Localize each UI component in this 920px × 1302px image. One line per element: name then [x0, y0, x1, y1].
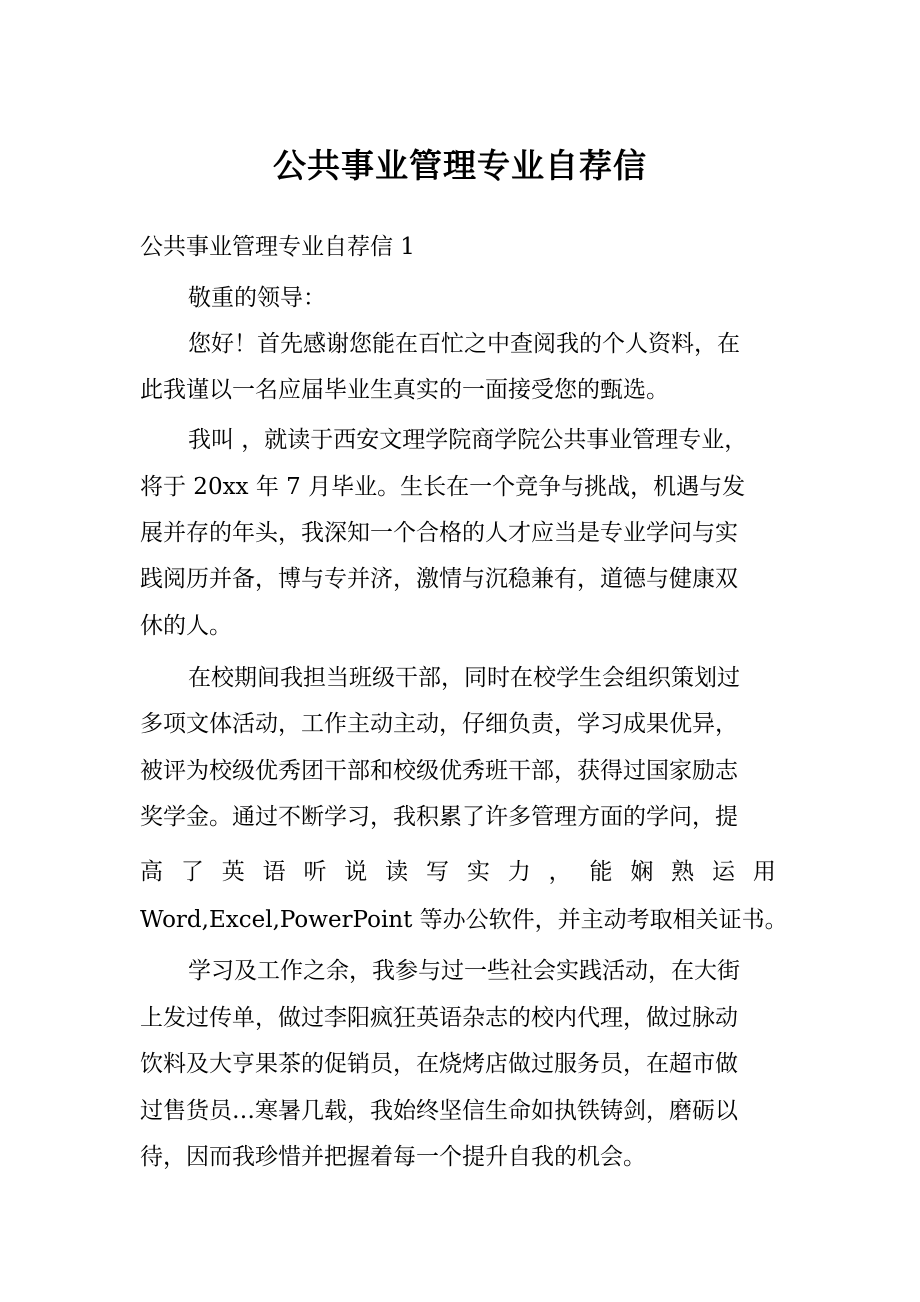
paragraph-line: 将于 20xx 年 7 月毕业。生长在一个竞争与挑战，机遇与发	[140, 474, 746, 500]
salutation-line: 敬重的领导：	[188, 285, 326, 311]
justified-char: 读	[385, 859, 409, 885]
justified-char: 听	[303, 859, 327, 885]
justified-char: 高	[140, 859, 163, 885]
paragraph-line: 上发过传单，做过李阳疯狂英语杂志的校内代理，做过脉动	[140, 1005, 738, 1031]
justified-char: 语	[262, 859, 286, 885]
justified-char: 实	[466, 859, 490, 885]
paragraph-line: 过售货员…寒暑几载，我始终坚信生命如执铁铸剑，磨砺以	[140, 1098, 738, 1124]
justified-char: 了	[180, 859, 204, 885]
paragraph-line: 展并存的年头，我深知一个合格的人才应当是专业学问与实	[140, 520, 738, 546]
paragraph-line: 被评为校级优秀团干部和校级优秀班干部，获得过国家励志	[140, 758, 738, 784]
justified-char: 用	[752, 859, 776, 885]
paragraph-line: 您好！首先感谢您能在百忙之中查阅我的个人资料，在	[188, 331, 740, 357]
justified-char: 说	[344, 859, 368, 885]
paragraph-line: 在校期间我担当班级干部，同时在校学生会组织策划过	[188, 665, 740, 691]
paragraph-line: 奖学金。通过不断学习，我积累了许多管理方面的学问，提	[140, 804, 738, 830]
paragraph-line: 多项文体活动，工作主动主动，仔细负责，学习成果优异，	[140, 711, 738, 737]
paragraph-line: 我叫 ，就读于西安文理学院商学院公共事业管理专业，	[188, 427, 748, 453]
document-title: 公共事业管理专业自荐信	[273, 146, 647, 185]
justified-char: ，	[548, 859, 572, 885]
justified-char: 娴	[630, 859, 654, 885]
paragraph-line: 此我谨以一名应届毕业生真实的一面接受您的甄选。	[140, 377, 669, 403]
paragraph-line: Word,Excel,PowerPoint 等办公软件，并主动考取相关证书。	[140, 907, 788, 933]
justified-char: 运	[712, 859, 736, 885]
paragraph-line: 践阅历并备，博与专并济，激情与沉稳兼有，道德与健康双	[140, 566, 738, 592]
paragraph-line: 饮料及大亨果茶的促销员，在烧烤店做过服务员，在超市做	[140, 1051, 738, 1077]
justified-char: 英	[221, 859, 245, 885]
paragraph-line: 休的人。	[140, 613, 232, 639]
letter-heading: 公共事业管理专业自荐信 1	[140, 234, 415, 260]
paragraph-line-justified	[140, 855, 776, 889]
paragraph-line: 待，因而我珍惜并把握着每一个提升自我的机会。	[140, 1144, 646, 1170]
justified-char: 能	[589, 859, 613, 885]
justified-char: 写	[426, 859, 450, 885]
justified-char: 熟	[671, 859, 695, 885]
justified-char: 力	[507, 859, 531, 885]
paragraph-line: 学习及工作之余，我参与过一些社会实践活动，在大街	[188, 958, 740, 984]
